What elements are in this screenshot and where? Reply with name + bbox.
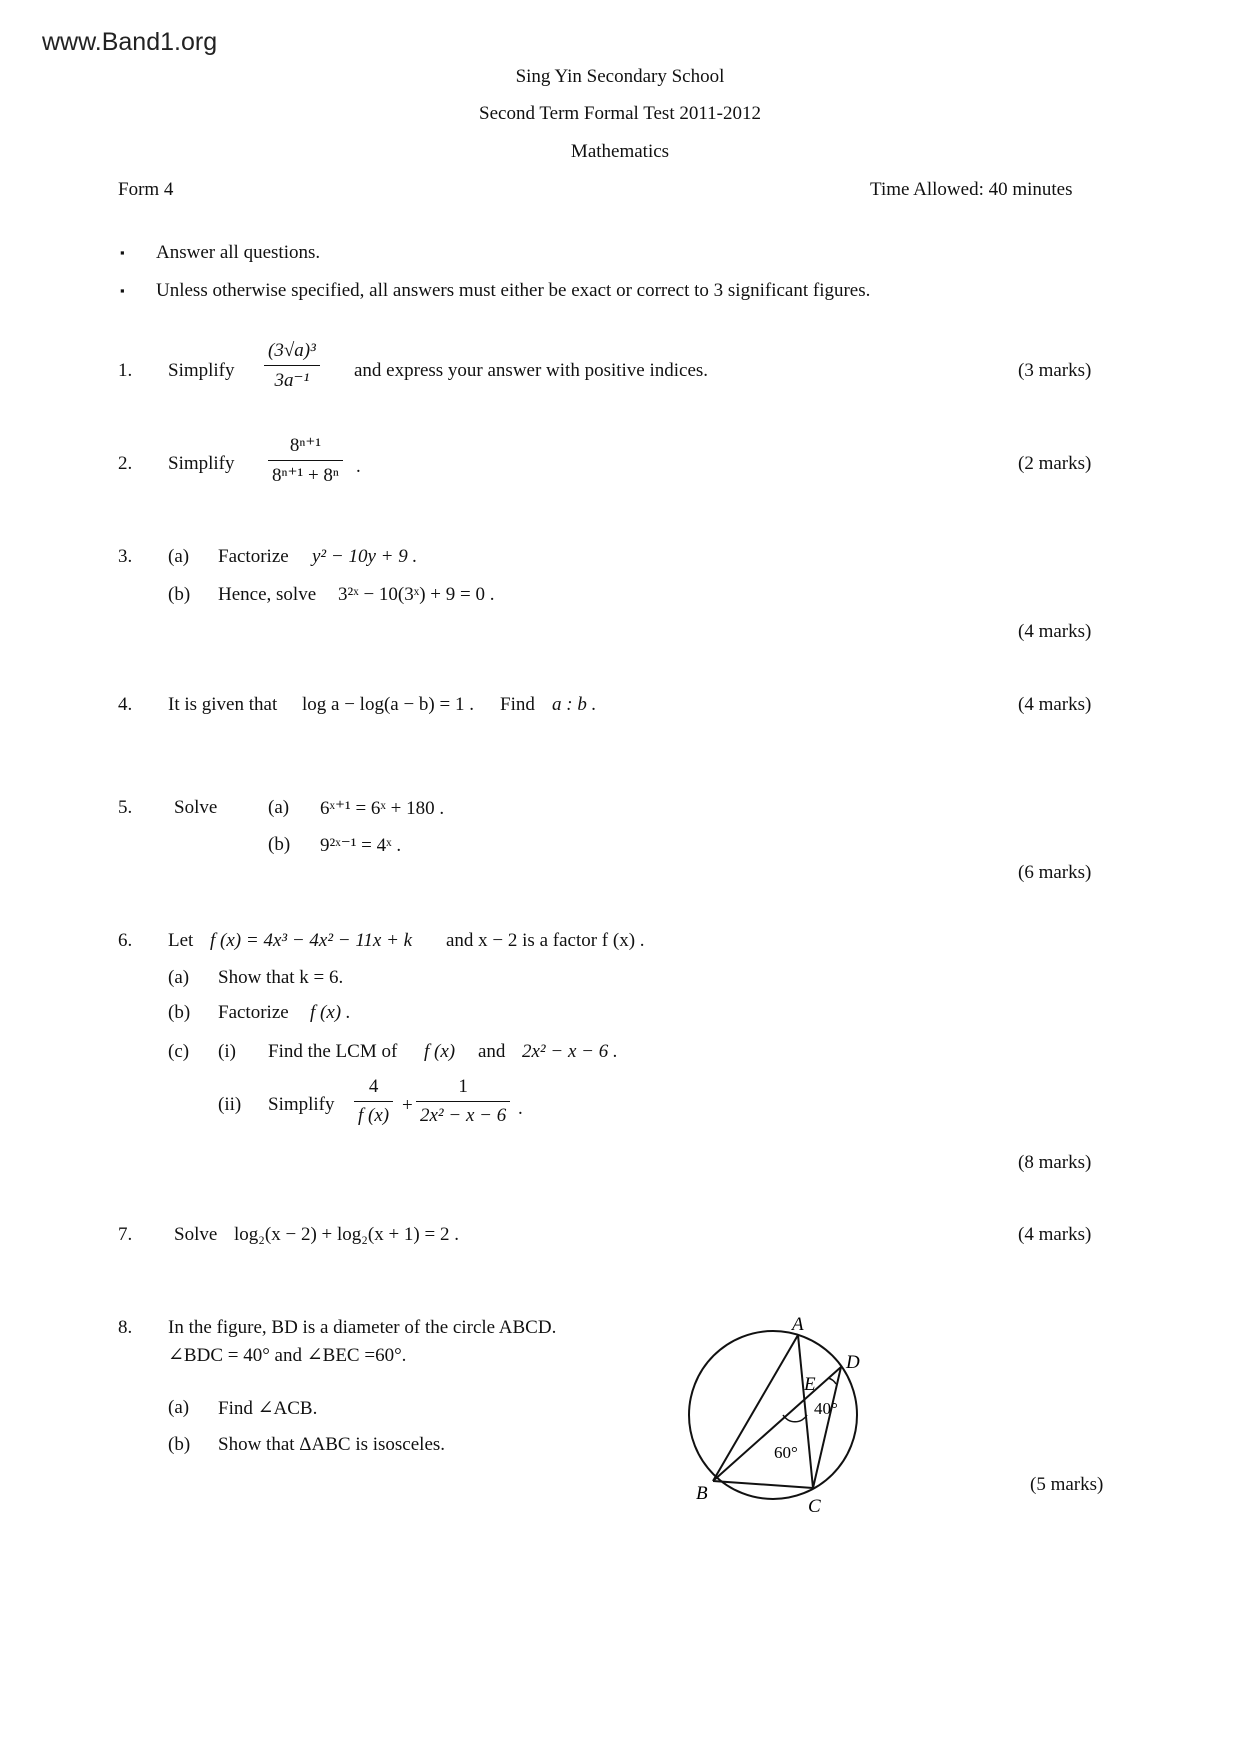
q2-frac-den: 8ⁿ⁺¹ + 8ⁿ <box>272 465 339 486</box>
q5b-label: (b) <box>268 834 291 855</box>
q8a-text: Find ∠ACB. <box>218 1398 318 1419</box>
q4-expr: log a − log(a − b) = 1 . <box>302 694 474 715</box>
q2-tail: . <box>356 456 361 477</box>
q8-line2: ∠BDC = 40° and ∠BEC =60°. <box>168 1345 407 1366</box>
instruction-1: Answer all questions. <box>156 242 321 263</box>
q2-fraction <box>268 434 343 487</box>
q4-find: Find <box>500 694 535 715</box>
q3-marks: (4 marks) <box>1018 621 1092 642</box>
watermark: www.Band1.org <box>42 28 218 56</box>
q6a-label: (a) <box>168 967 190 988</box>
q6b-expr: f (x) . <box>310 1002 351 1023</box>
q6ci-and: and <box>478 1041 506 1062</box>
q2-frac-num: 8ⁿ⁺¹ <box>268 434 343 461</box>
q6-stem-pre: Let <box>168 930 194 951</box>
q6-stem-post: and x − 2 is a factor f (x) . <box>446 930 645 951</box>
q6cii-fraction-1 <box>354 1076 393 1127</box>
q4-text: It is given that <box>168 694 278 715</box>
q5-verb: Solve <box>174 797 218 818</box>
instruction-2: Unless otherwise specified, all answers must either be exact or correct to 3 significant figures. <box>156 280 871 301</box>
q8-marks: (5 marks) <box>1030 1474 1104 1495</box>
q8b-label: (b) <box>168 1434 191 1455</box>
school-name: Sing Yin Secondary School <box>515 66 725 87</box>
q5-number: 5. <box>118 797 133 818</box>
q6ci-label: (i) <box>218 1041 236 1062</box>
q7-verb: Solve <box>174 1224 218 1245</box>
q6cii-dot: . <box>518 1098 523 1119</box>
q1-frac-num: (3√a)³ <box>264 340 320 366</box>
q7-number: 7. <box>118 1224 133 1245</box>
q3a-text: Factorize <box>218 546 289 567</box>
q4-marks: (4 marks) <box>1018 694 1092 715</box>
circle-figure <box>670 1300 890 1530</box>
q2-number: 2. <box>118 453 133 474</box>
q3a-label: (a) <box>168 546 190 567</box>
q1-fraction <box>264 340 320 392</box>
q6ci-text: Find the LCM of <box>268 1041 398 1062</box>
q8b-text: Show that ΔABC is isosceles. <box>218 1434 446 1455</box>
q6-stem-expr: f (x) = 4x³ − 4x² − 11x + k <box>210 930 413 951</box>
q6cii-text: Simplify <box>268 1094 335 1115</box>
q6cii-plus: + <box>402 1095 413 1116</box>
q6ci-expr2: 2x² − x − 6 . <box>522 1041 618 1062</box>
q3b-text: Hence, solve <box>218 584 317 605</box>
q6c-label: (c) <box>168 1041 190 1062</box>
q6a-text: Show that k = 6. <box>218 967 344 988</box>
time-allowed: Time Allowed: 40 minutes <box>870 179 1073 200</box>
q1-tail: and express your answer with positive indices. <box>354 360 709 381</box>
q3b-expr: 3²ˣ − 10(3ˣ) + 9 = 0 . <box>338 584 495 605</box>
q6cii-f2-num: 1 <box>416 1076 510 1102</box>
subject-title: Mathematics <box>570 141 670 162</box>
q2-marks: (2 marks) <box>1018 453 1092 474</box>
q4-find-expr: a : b . <box>552 694 597 715</box>
label-e: E <box>804 1374 816 1395</box>
q1-marks: (3 marks) <box>1018 360 1092 381</box>
q6b-label: (b) <box>168 1002 191 1023</box>
angle-40-label: 40° <box>814 1399 838 1418</box>
q7-expr: log₂(x − 2) + log₂(x + 1) = 2 . <box>234 1224 459 1245</box>
q3b-label: (b) <box>168 584 191 605</box>
q8a-label: (a) <box>168 1397 190 1418</box>
form-level: Form 4 <box>118 179 174 200</box>
q1-number: 1. <box>118 360 133 381</box>
q8-line1: In the figure, BD is a diameter of the circle ABCD. <box>168 1317 557 1338</box>
q8-number: 8. <box>118 1317 133 1338</box>
label-d: D <box>846 1352 860 1373</box>
q5a-expr: 6ˣ⁺¹ = 6ˣ + 180 . <box>320 798 445 819</box>
q6cii-f2-den: 2x² − x − 6 <box>420 1105 507 1126</box>
q3-number: 3. <box>118 546 133 567</box>
chord-ac <box>798 1335 813 1488</box>
label-b: B <box>696 1483 708 1504</box>
diameter-bd <box>713 1367 841 1481</box>
q3a-expr: y² − 10y + 9 . <box>312 546 418 567</box>
q5b-expr: 9²ˣ⁻¹ = 4ˣ . <box>320 835 402 856</box>
q6cii-label: (ii) <box>218 1094 242 1115</box>
q1-verb: Simplify <box>168 360 235 381</box>
angle-60-label: 60° <box>774 1443 798 1462</box>
angle-arc-bdc <box>828 1378 836 1384</box>
label-c: C <box>808 1496 821 1517</box>
q7-marks: (4 marks) <box>1018 1224 1092 1245</box>
q6cii-fraction-2 <box>416 1076 510 1127</box>
q5-marks: (6 marks) <box>1018 862 1092 883</box>
bullet-icon: ▪ <box>120 283 125 298</box>
q1-frac-den: 3a⁻¹ <box>274 370 310 391</box>
q6cii-f1-den: f (x) <box>358 1105 390 1126</box>
q6cii-f1-num: 4 <box>354 1076 393 1102</box>
q6b-text: Factorize <box>218 1002 289 1023</box>
q6ci-expr1: f (x) <box>424 1041 456 1062</box>
test-title: Second Term Formal Test 2011-2012 <box>479 103 761 124</box>
q5a-label: (a) <box>268 797 290 818</box>
q4-number: 4. <box>118 694 133 715</box>
q2-verb: Simplify <box>168 453 235 474</box>
label-a: A <box>792 1314 804 1335</box>
bullet-icon: ▪ <box>120 245 125 260</box>
q6-number: 6. <box>118 930 133 951</box>
q6-marks: (8 marks) <box>1018 1152 1092 1173</box>
